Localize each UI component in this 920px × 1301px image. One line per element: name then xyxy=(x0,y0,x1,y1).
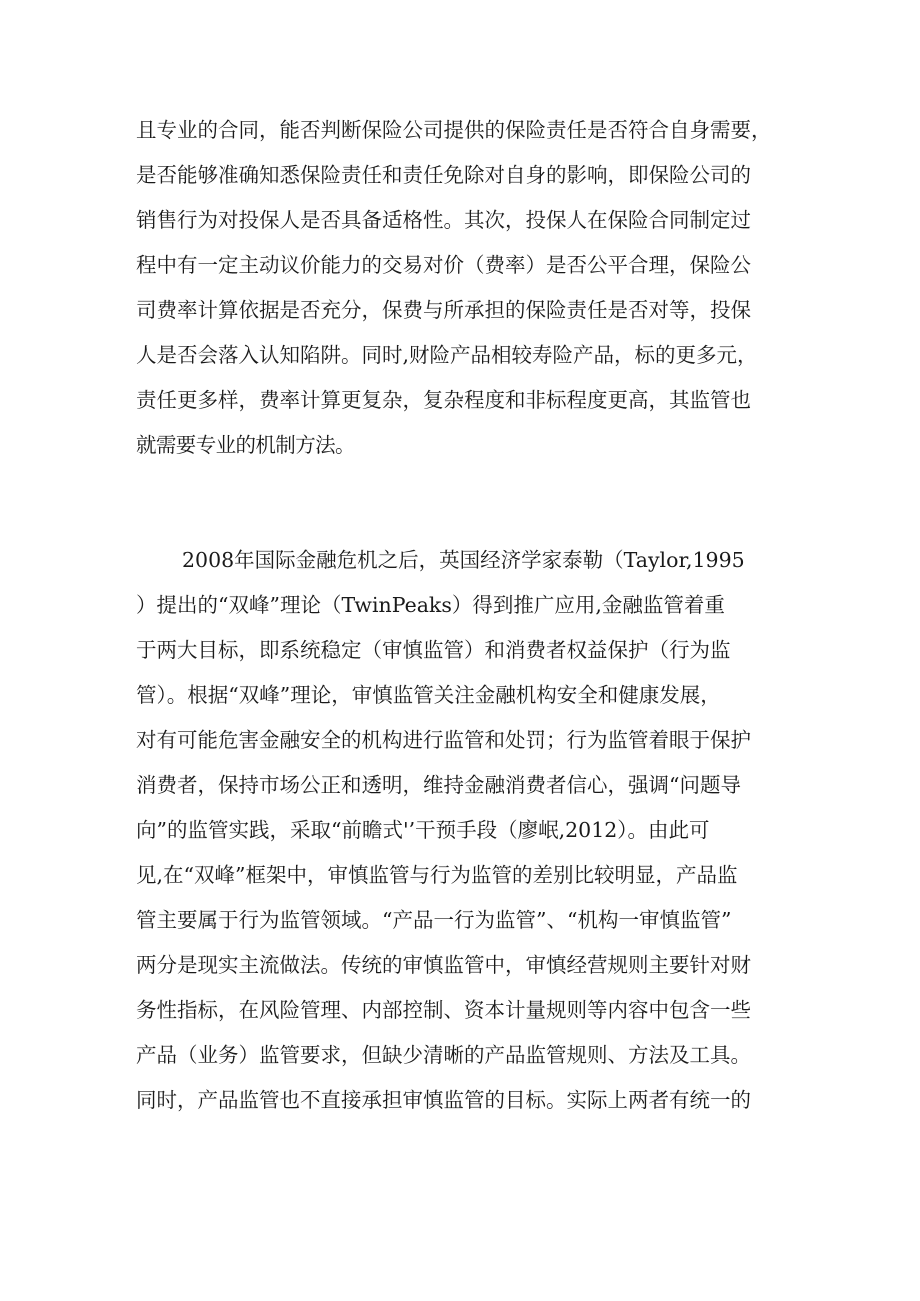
text-line: 管）。根据“双峰”理论，审慎监管关注金融机构安全和健康发展， xyxy=(136,683,721,707)
text-line: 见,在“双峰”框架中，审慎监管与行为监管的差别比较明显，产品监 xyxy=(136,863,738,887)
text-line: 于两大目标，即系统稳定（审慎监管）和消费者权益保护（行为监 xyxy=(136,638,731,662)
text-line: 司费率计算依据是否充分，保费与所承担的保险责任是否对等，投保 xyxy=(136,298,751,322)
text-line: ）提出的“双峰”理论（TwinPeaks）得到推广应用,金融监管着重 xyxy=(136,593,725,617)
text-line: 务性指标，在风险管理、内部控制、资本计量规则等内容中包含一些 xyxy=(136,998,751,1022)
text-line: 是否能够准确知悉保险责任和责任免除对自身的影响，即保险公司的 xyxy=(136,163,751,187)
text-line: 责任更多样，费率计算更复杂，复杂程度和非标程度更高，其监管也 xyxy=(136,388,751,412)
text-line: 2008年国际金融危机之后，英国经济学家泰勒（Taylor,1995 xyxy=(182,548,745,572)
text-line: 对有可能危害金融安全的机构进行监管和处罚；行为监管着眼于保护 xyxy=(136,728,751,752)
text-line: 产品（业务）监管要求，但缺少清晰的产品监管规则、方法及工具。 xyxy=(136,1043,751,1067)
text-line: 同时，产品监管也不直接承担审慎监管的目标。实际上两者有统一的 xyxy=(136,1088,751,1112)
text-line: 人是否会落入认知陷阱。同时,财险产品相较寿险产品，标的更多元， xyxy=(136,343,758,367)
text-line: 就需要专业的机制方法。 xyxy=(136,433,355,457)
text-line: 向”的监管实践，采取“前瞻式'’干预手段（廖岷,2012）。由此可 xyxy=(136,818,710,842)
text-line: 管主要属于行为监管领域。“产品一行为监管”、“机构一审慎监管” xyxy=(136,908,732,932)
text-line: 销售行为对投保人是否具备适格性。其次，投保人在保险合同制定过 xyxy=(136,208,751,232)
text-line: 消费者，保持市场公正和透明，维持金融消费者信心，强调“问题导 xyxy=(136,773,741,797)
text-line: 且专业的合同，能否判断保险公司提供的保险责任是否符合自身需要， xyxy=(136,118,772,142)
text-line: 程中有一定主动议价能力的交易对价（费率）是否公平合理，保险公 xyxy=(136,253,751,277)
text-line: 两分是现实主流做法。传统的审慎监管中，审慎经营规则主要针对财 xyxy=(136,953,751,977)
